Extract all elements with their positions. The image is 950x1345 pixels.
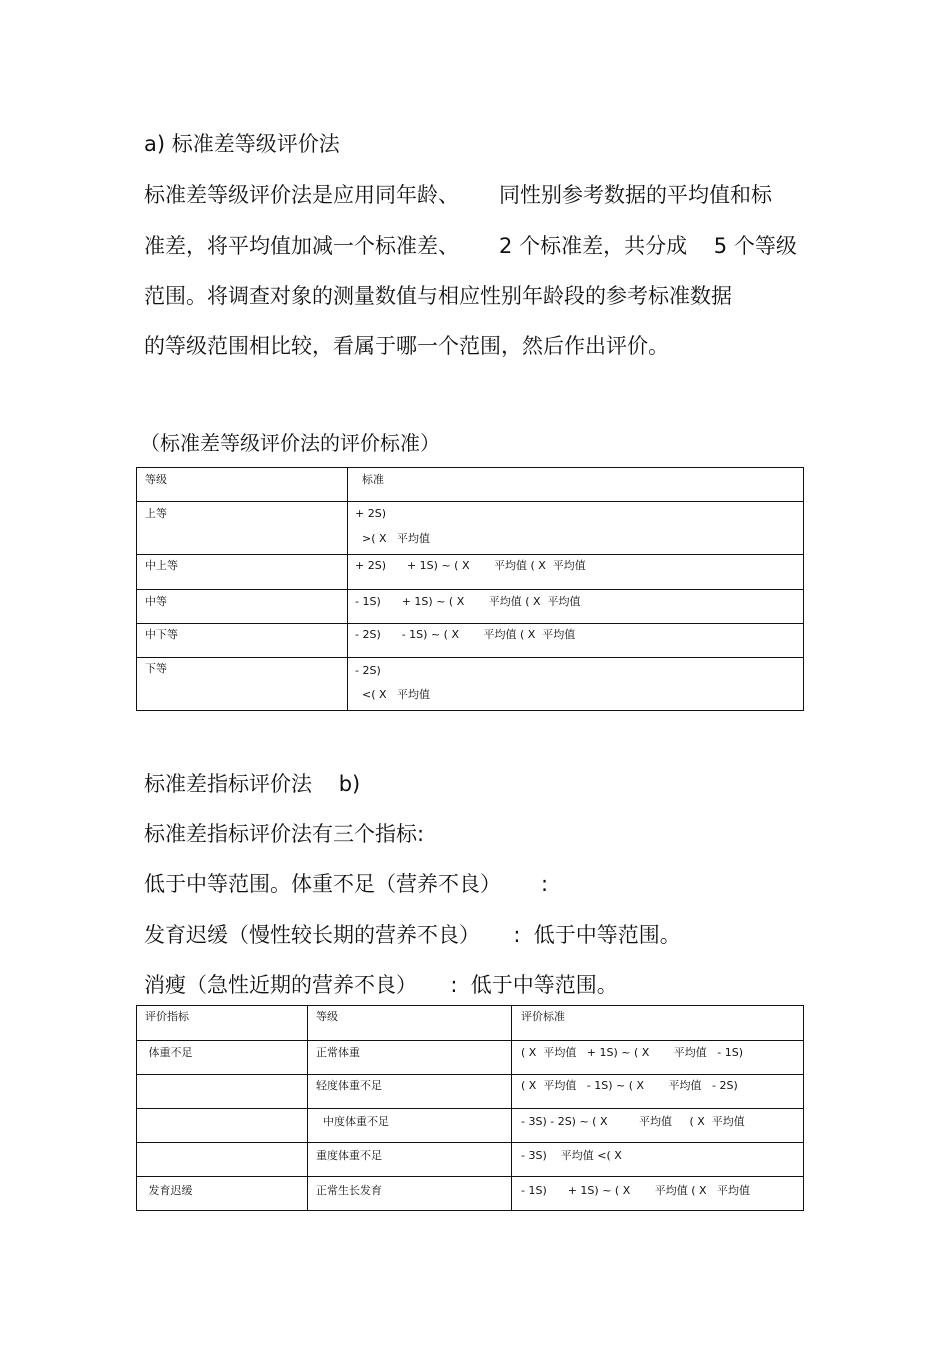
indicator-standard-table (136, 1005, 804, 1211)
standard-cell: + 2S) + 1S) ~ ( X 平均值 ( X 平均值 (348, 555, 804, 590)
table-caption: （标准差等级评价法的评价标准） (140, 431, 440, 455)
indicator-cell: 发育迟缓 (137, 1177, 308, 1211)
table-header-cell: 评价指标 (137, 1006, 308, 1041)
section-a-heading: a) 标准差等级评价法 (144, 132, 340, 156)
indicator-cell (137, 1075, 308, 1109)
table-row (137, 658, 804, 711)
paragraph-line-2: 准差，将平均值加减一个标准差、 2 个标准差，共分成 5 个等级 (144, 234, 797, 258)
grade-cell: 轻度体重不足 (308, 1075, 512, 1109)
standard-cell: - 3S) - 2S) ~ ( X 平均值 ( X 平均值 (512, 1109, 804, 1143)
table-header-cell: 等级 (308, 1006, 512, 1041)
table-header-row (137, 468, 804, 502)
grade-cell: 下等 (137, 658, 348, 711)
section-b-line-2: 低于中等范围。体重不足（营养不良） : (144, 872, 549, 896)
standard-cell: ( X 平均值 + 1S) ~ ( X 平均值 - 1S) (512, 1041, 804, 1075)
grade-cell: 中等 (137, 590, 348, 624)
table-row (137, 555, 804, 590)
standard-cell: ( X 平均值 - 1S) ~ ( X 平均值 - 2S) (512, 1075, 804, 1109)
table-row (137, 1143, 804, 1177)
table-header-row (137, 1006, 804, 1041)
grade-cell: 重度体重不足 (308, 1143, 512, 1177)
grade-cell: 中下等 (137, 624, 348, 658)
grade-cell: 正常体重 (308, 1041, 512, 1075)
table-header-cell: 评价标准 (512, 1006, 804, 1041)
standard-cell: - 1S) + 1S) ~ ( X 平均值 ( X 平均值 (512, 1177, 804, 1211)
table-row (137, 624, 804, 658)
standard-cell: - 3S) 平均值 <( X (512, 1143, 804, 1177)
paragraph-line-4: 的等级范围相比较，看属于哪一个范围，然后作出评价。 (144, 334, 669, 358)
grade-cell: 上等 (137, 502, 348, 555)
indicator-cell (137, 1143, 308, 1177)
grade-cell: 中上等 (137, 555, 348, 590)
grade-cell: 正常生长发育 (308, 1177, 512, 1211)
paragraph-line-1: 标准差等级评价法是应用同年龄、 同性别参考数据的平均值和标 (144, 183, 773, 207)
standard-cell: + 2S) >( X 平均值 (348, 502, 804, 555)
table-header-cell: 等级 (137, 468, 348, 502)
paragraph-line-3: 范围。将调查对象的测量数值与相应性别年龄段的参考标准数据 (144, 284, 732, 308)
standard-cell: - 1S) + 1S) ~ ( X 平均值 ( X 平均值 (348, 590, 804, 624)
table-row (137, 1177, 804, 1211)
section-b-line-4: 消瘦（急性近期的营养不良） : 低于中等范围。 (144, 973, 618, 997)
standard-cell: - 2S) <( X 平均值 (348, 658, 804, 711)
standard-cell: - 2S) - 1S) ~ ( X 平均值 ( X 平均值 (348, 624, 804, 658)
section-b-line-1: 标准差指标评价法有三个指标: (144, 822, 425, 846)
table-row (137, 1041, 804, 1075)
section-b-heading: 标准差指标评价法 b) (144, 772, 361, 796)
table-row (137, 502, 804, 555)
table-row (137, 1109, 804, 1143)
section-b-line-3: 发育迟缓（慢性较长期的营养不良） : 低于中等范围。 (144, 923, 681, 947)
grade-standard-table (136, 467, 804, 711)
grade-cell: 中度体重不足 (308, 1109, 512, 1143)
indicator-cell (137, 1109, 308, 1143)
table-row (137, 1075, 804, 1109)
table-header-cell: 标准 (348, 468, 804, 502)
indicator-cell: 体重不足 (137, 1041, 308, 1075)
table-row (137, 590, 804, 624)
